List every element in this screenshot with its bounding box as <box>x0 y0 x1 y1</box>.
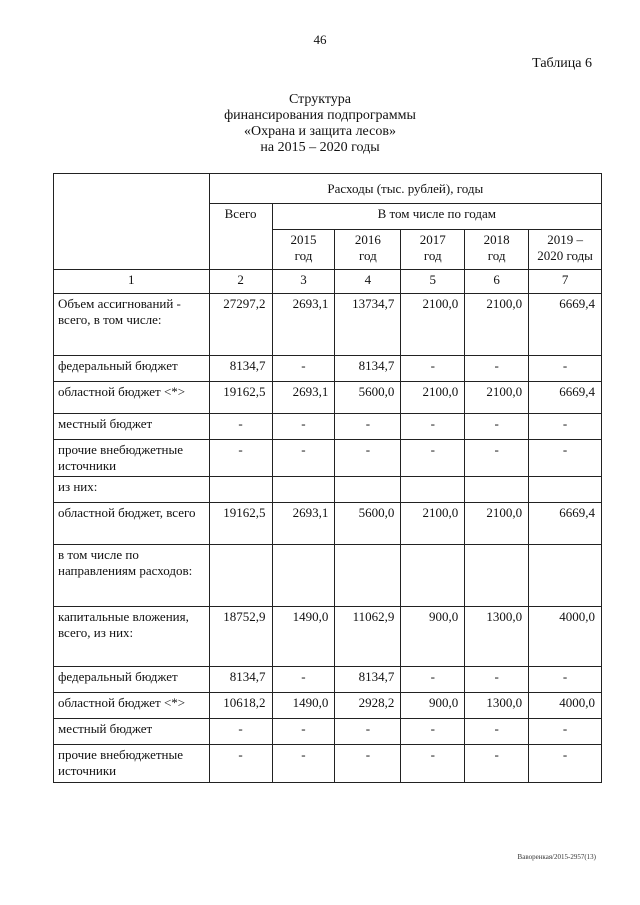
header-expenses: Расходы (тыс. рублей), годы <box>209 174 601 204</box>
row-label: областной бюджет <*> <box>54 693 210 719</box>
value-cell: 1490,0 <box>272 607 335 667</box>
value-cell: - <box>529 719 602 745</box>
value-cell: 2693,1 <box>272 382 335 414</box>
value-cell: - <box>529 667 602 693</box>
page-number: 46 <box>313 32 327 47</box>
header-total: Всего <box>209 204 272 270</box>
value-cell: - <box>465 745 529 783</box>
value-cell: 2100,0 <box>465 503 529 545</box>
value-cell: - <box>335 440 401 477</box>
value-cell: 900,0 <box>401 693 465 719</box>
column-number: 7 <box>529 270 602 294</box>
value-cell: 4000,0 <box>529 693 602 719</box>
value-cell <box>465 545 529 607</box>
row-label: областной бюджет <*> <box>54 382 210 414</box>
table-row <box>54 382 602 414</box>
value-cell: - <box>529 356 602 382</box>
value-cell <box>335 545 401 607</box>
value-cell: - <box>401 356 465 382</box>
value-cell: 2100,0 <box>401 382 465 414</box>
column-number: 2 <box>209 270 272 294</box>
value-cell <box>465 477 529 503</box>
value-cell: - <box>529 440 602 477</box>
value-cell: 8134,7 <box>335 667 401 693</box>
value-cell: - <box>335 719 401 745</box>
value-cell: 1300,0 <box>465 607 529 667</box>
row-label: из них: <box>54 477 210 503</box>
value-cell: 8134,7 <box>335 356 401 382</box>
column-numbers-row <box>54 270 602 294</box>
value-cell: 6669,4 <box>529 382 602 414</box>
document-title <box>0 92 640 156</box>
value-cell <box>209 545 272 607</box>
header-by-years: В том числе по годам <box>272 204 601 230</box>
table-row <box>54 667 602 693</box>
value-cell <box>335 477 401 503</box>
value-cell: 6669,4 <box>529 294 602 356</box>
row-label: в том числе по направлениям расходов: <box>54 545 210 607</box>
value-cell: 27297,2 <box>209 294 272 356</box>
table-row <box>54 719 602 745</box>
row-label: прочие внебюджетные источники <box>54 440 210 477</box>
table-row <box>54 693 602 719</box>
title-line: «Охрана и защита лесов» <box>244 124 396 139</box>
table-row <box>54 356 602 382</box>
value-cell <box>529 545 602 607</box>
header-year: 2016 год <box>335 230 401 270</box>
value-cell: 19162,5 <box>209 382 272 414</box>
value-cell: 2693,1 <box>272 294 335 356</box>
table-row <box>54 440 602 477</box>
value-cell: 4000,0 <box>529 607 602 667</box>
value-cell: 6669,4 <box>529 503 602 545</box>
header-year: 2017 год <box>401 230 465 270</box>
value-cell: 11062,9 <box>335 607 401 667</box>
header-year: 2015 год <box>272 230 335 270</box>
financing-table <box>53 173 602 783</box>
value-cell: - <box>401 440 465 477</box>
value-cell: 13734,7 <box>335 294 401 356</box>
value-cell: - <box>465 719 529 745</box>
row-label: местный бюджет <box>54 719 210 745</box>
table-row <box>54 294 602 356</box>
table-row <box>54 477 602 503</box>
value-cell: 18752,9 <box>209 607 272 667</box>
value-cell: 2100,0 <box>465 382 529 414</box>
value-cell: - <box>465 414 529 440</box>
value-cell <box>272 545 335 607</box>
value-cell: 2928,2 <box>335 693 401 719</box>
table-row <box>54 414 602 440</box>
value-cell: - <box>465 440 529 477</box>
value-cell: 2100,0 <box>465 294 529 356</box>
column-number: 5 <box>401 270 465 294</box>
row-label: местный бюджет <box>54 414 210 440</box>
column-number: 4 <box>335 270 401 294</box>
row-label: федеральный бюджет <box>54 356 210 382</box>
document-stamp: Вавоpенкая/2015-2957(13) <box>517 853 596 861</box>
value-cell: - <box>272 414 335 440</box>
title-line: финансирования подпрограммы <box>224 108 416 123</box>
value-cell: 5600,0 <box>335 382 401 414</box>
value-cell: 900,0 <box>401 607 465 667</box>
value-cell: 10618,2 <box>209 693 272 719</box>
header-row <box>54 174 602 204</box>
title-line: Структура <box>288 92 352 107</box>
value-cell: - <box>272 745 335 783</box>
value-cell: - <box>272 667 335 693</box>
table-row <box>54 745 602 783</box>
value-cell: - <box>529 745 602 783</box>
value-cell: - <box>209 440 272 477</box>
table-row <box>54 503 602 545</box>
header-year: 2019 – 2020 годы <box>529 230 602 270</box>
value-cell: 8134,7 <box>209 667 272 693</box>
value-cell: - <box>209 719 272 745</box>
column-number: 6 <box>465 270 529 294</box>
value-cell: - <box>335 414 401 440</box>
value-cell: - <box>529 414 602 440</box>
value-cell: - <box>465 667 529 693</box>
value-cell: 5600,0 <box>335 503 401 545</box>
column-number: 1 <box>54 270 210 294</box>
value-cell: - <box>209 414 272 440</box>
table-label: Таблица 6 <box>532 56 592 71</box>
value-cell: 1300,0 <box>465 693 529 719</box>
value-cell: - <box>401 414 465 440</box>
table-row <box>54 545 602 607</box>
table-row <box>54 607 602 667</box>
column-number: 3 <box>272 270 335 294</box>
value-cell: 2693,1 <box>272 503 335 545</box>
value-cell: - <box>335 745 401 783</box>
value-cell: 2100,0 <box>401 503 465 545</box>
value-cell: - <box>272 719 335 745</box>
value-cell: 2100,0 <box>401 294 465 356</box>
row-label: Объем ассигнований - всего, в том числе: <box>54 294 210 356</box>
value-cell: - <box>401 667 465 693</box>
value-cell: - <box>401 745 465 783</box>
value-cell: 8134,7 <box>209 356 272 382</box>
row-label: областной бюджет, всего <box>54 503 210 545</box>
value-cell: - <box>209 745 272 783</box>
row-label: капитальные вложения, всего, из них: <box>54 607 210 667</box>
value-cell <box>401 545 465 607</box>
value-cell: 19162,5 <box>209 503 272 545</box>
title-line: на 2015 – 2020 годы <box>260 140 380 155</box>
value-cell <box>209 477 272 503</box>
header-empty-cell <box>54 174 210 270</box>
row-label: прочие внебюджетные источники <box>54 745 210 783</box>
value-cell: - <box>465 356 529 382</box>
header-year: 2018 год <box>465 230 529 270</box>
value-cell <box>272 477 335 503</box>
value-cell: - <box>272 440 335 477</box>
value-cell: - <box>401 719 465 745</box>
value-cell <box>401 477 465 503</box>
value-cell: - <box>272 356 335 382</box>
value-cell <box>529 477 602 503</box>
row-label: федеральный бюджет <box>54 667 210 693</box>
value-cell: 1490,0 <box>272 693 335 719</box>
